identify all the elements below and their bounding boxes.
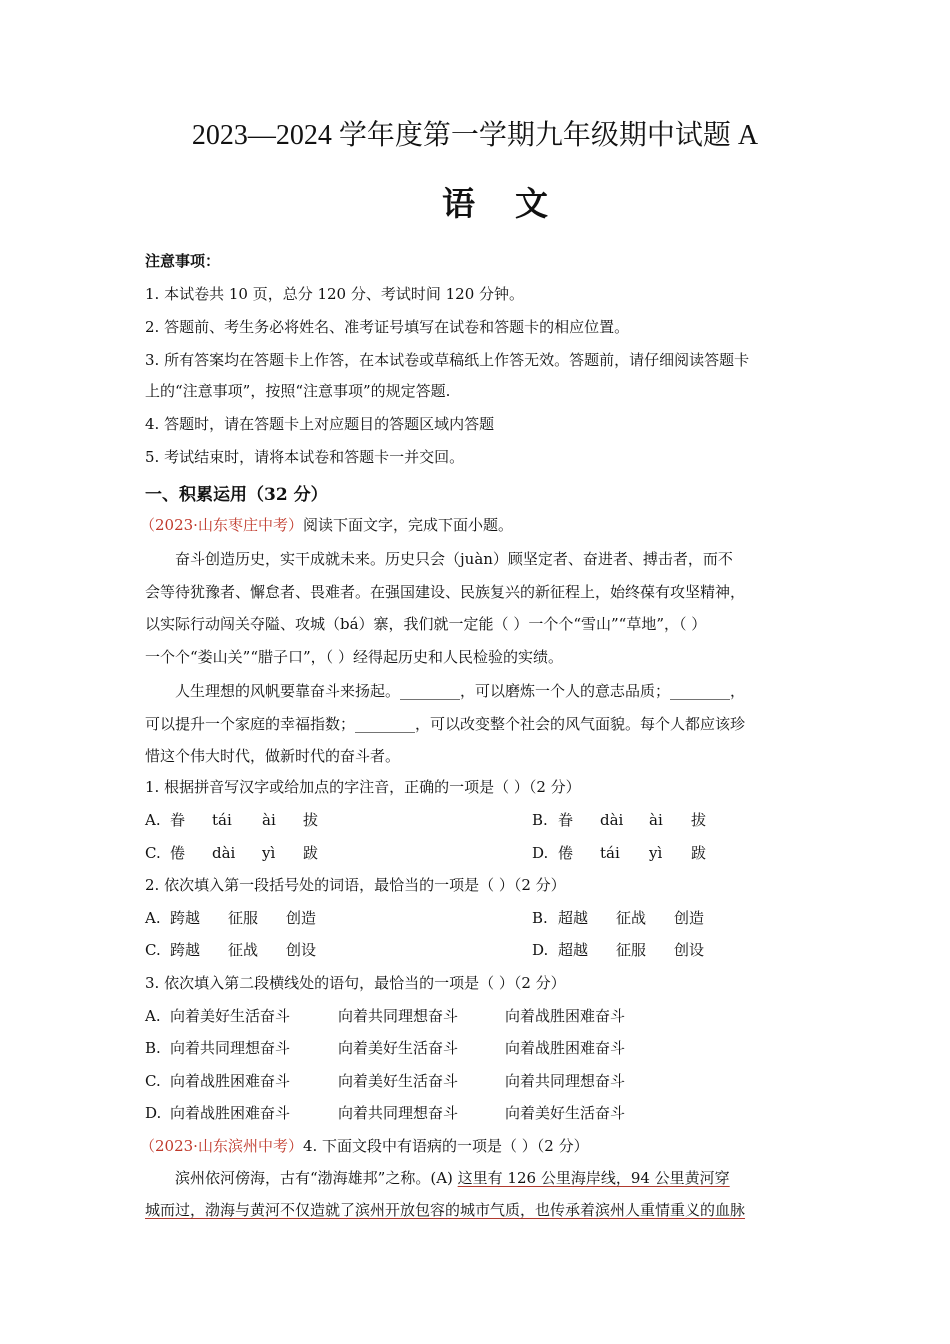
option-part: 向着共同理想奋斗 — [338, 1007, 459, 1025]
option-letter: A. — [145, 909, 161, 927]
option-letter: C. — [145, 844, 161, 862]
option-part: ài — [262, 811, 276, 829]
option-part: 征服 — [616, 941, 647, 959]
option-part: yì — [649, 844, 663, 862]
option-letter: A. — [145, 1007, 161, 1025]
option-part: yì — [262, 844, 276, 862]
passage-line: 惜这个伟大时代，做新时代的奋斗者。 — [145, 747, 401, 765]
passage-line: 会等待犹豫者、懈怠者、畏难者。在强国建设、民族复兴的新征程上，始终葆有攻坚精神， — [145, 583, 746, 601]
option-letter: B. — [532, 811, 548, 829]
notice-item: 2. 答题前、考生务必将姓名、准考证号填写在试卷和答题卡的相应位置。 — [145, 318, 630, 336]
passage-line: 人生理想的风帆要靠奋斗来扬起。________，可以磨炼一个人的意志品质；________， — [175, 682, 746, 700]
question-1-stem: 1. 根据拼音写汉字或给加点的字注音，正确的一项是（ ）（2 分） — [145, 778, 581, 796]
option-part: 向着共同理想奋斗 — [505, 1072, 626, 1090]
option-part: 创设 — [674, 941, 705, 959]
option-part: 倦 — [558, 844, 574, 862]
notice-item: 3. 所有答案均在答题卡上作答，在本试卷或草稿纸上作答无效。答题前，请仔细阅读答题卡 — [145, 351, 750, 369]
option-part: 向着美好生活奋斗 — [170, 1007, 291, 1025]
option-part: dài — [212, 844, 236, 862]
option-part: 跨越 — [170, 909, 201, 927]
option-part: dài — [600, 811, 624, 829]
option-part: 拔 — [691, 811, 707, 829]
passage-line — [175, 1168, 730, 1188]
passage-line: 奋斗创造历史，实干成就未来。历史只会（juàn）顾坚定者、奋进者、搏击者，而不 — [175, 550, 733, 568]
option-part: 向着战胜困难奋斗 — [170, 1072, 291, 1090]
option-letter: C. — [145, 1072, 161, 1090]
option-part: 向着美好生活奋斗 — [338, 1072, 459, 1090]
option-part: tái — [212, 811, 232, 829]
question-3-stem: 3. 依次填入第二段横线处的语句，最恰当的一项是（ ）（2 分） — [145, 974, 566, 992]
passage-line: 以实际行动闯关夺隘、攻城（bá）寨，我们就一定能（ ）一个个“雪山”“草地”，（ ） — [145, 615, 707, 633]
source-tag: （2023·山东滨州中考） — [140, 1137, 303, 1155]
option-part: 征战 — [616, 909, 647, 927]
section-heading: 一、积累运用（32 分） — [145, 485, 328, 505]
passage-line: 一个个“娄山关”“腊子口”，（ ）经得起历史和人民检验的实绩。 — [145, 648, 563, 666]
source-tag: （2023·山东枣庄中考） — [140, 516, 303, 534]
question-4-stem-line — [140, 1136, 589, 1156]
option-part: 拔 — [303, 811, 319, 829]
option-part: 向着美好生活奋斗 — [505, 1104, 626, 1122]
option-part: 倦 — [170, 844, 186, 862]
option-part: 向着战胜困难奋斗 — [505, 1039, 626, 1057]
option-part: 向着战胜困难奋斗 — [170, 1104, 291, 1122]
option-part: 跨越 — [170, 941, 201, 959]
option-letter: D. — [532, 941, 549, 959]
option-part: 眷 — [170, 811, 186, 829]
option-letter: A. — [145, 811, 161, 829]
option-letter: B. — [532, 909, 548, 927]
option-part: 向着美好生活奋斗 — [338, 1039, 459, 1057]
subject-title: 语文 — [442, 184, 588, 223]
option-part: 向着共同理想奋斗 — [338, 1104, 459, 1122]
option-letter: D. — [145, 1104, 162, 1122]
underlined-sentence: 这里有 126 公里海岸线，94 公里黄河穿 — [457, 1169, 730, 1187]
option-part: 征服 — [228, 909, 259, 927]
underlined-sentence: 城而过，渤海与黄河不仅造就了滨州开放包容的城市气质，也传承着滨州人重情重义的血脉 — [145, 1201, 746, 1219]
notice-heading: 注意事项： — [145, 252, 221, 270]
option-part: 创设 — [286, 941, 317, 959]
question-4-stem: 4. 下面文段中有语病的一项是（ ）（2 分） — [302, 1137, 589, 1155]
option-part: 创造 — [286, 909, 317, 927]
option-part: 征战 — [228, 941, 259, 959]
option-part: 创造 — [674, 909, 705, 927]
option-part: 超越 — [558, 909, 589, 927]
option-part: ài — [649, 811, 663, 829]
option-part: 超越 — [558, 941, 589, 959]
notice-item: 上的“注意事项”，按照“注意事项”的规定答题. — [145, 382, 451, 400]
option-part: 向着共同理想奋斗 — [170, 1039, 291, 1057]
exam-title: 2023—2024 学年度第一学期九年级期中试题 A — [191, 120, 759, 151]
notice-item: 5. 考试结束时，请将本试卷和答题卡一并交回。 — [145, 448, 465, 466]
option-part: 向着战胜困难奋斗 — [505, 1007, 626, 1025]
passage-line — [145, 1200, 745, 1220]
option-letter: B. — [145, 1039, 161, 1057]
option-part: 跋 — [303, 844, 319, 862]
source-instruction: 阅读下面文字，完成下面小题。 — [302, 516, 513, 534]
option-letter: C. — [145, 941, 161, 959]
source-line — [140, 515, 513, 535]
question-2-stem: 2. 依次填入第一段括号处的词语，最恰当的一项是（ ）（2 分） — [145, 876, 566, 894]
option-letter: D. — [532, 844, 549, 862]
notice-item: 4. 答题时，请在答题卡上对应题目的答题区域内答题 — [145, 415, 495, 433]
option-part: 跋 — [691, 844, 707, 862]
option-part: tái — [600, 844, 620, 862]
option-part: 眷 — [558, 811, 574, 829]
passage-text: 滨州依河傍海，古有“渤海雄邦”之称。(A) — [175, 1169, 458, 1187]
passage-line: 可以提升一个家庭的幸福指数；________，可以改变整个社会的风气面貌。每个人都应该珍 — [145, 715, 746, 733]
notice-item: 1. 本试卷共 10 页，总分 120 分、考试时间 120 分钟。 — [145, 285, 525, 303]
